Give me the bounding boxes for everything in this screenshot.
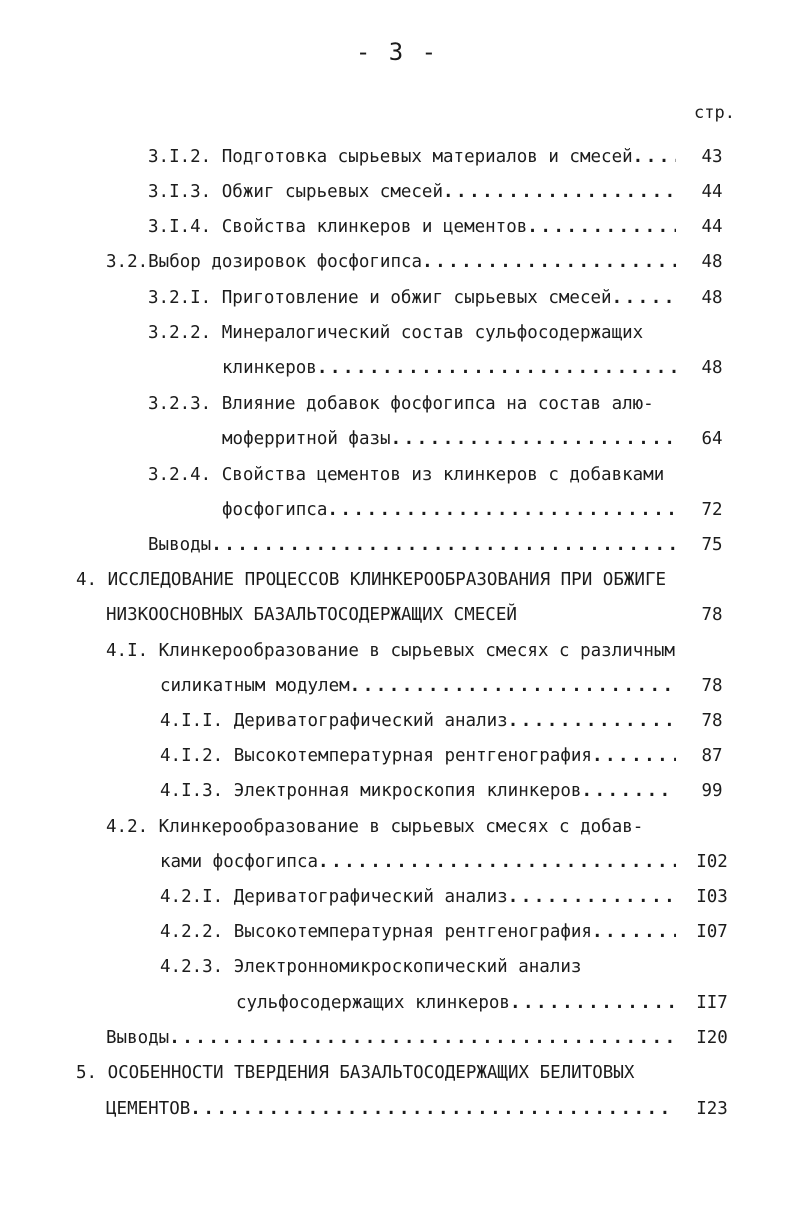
toc-entry: [160, 885, 676, 909]
dot-leader: [581, 779, 676, 803]
toc-entry-text: ЦЕМЕНТОВ: [106, 1099, 191, 1119]
toc-page-number: 48: [701, 358, 723, 378]
toc-entry: [148, 286, 676, 310]
toc-entry-text: 3.2.I. Приготовление и обжиг сырьевых смесей: [148, 288, 612, 308]
toc-entry: [222, 356, 676, 380]
dot-leader: [327, 498, 676, 522]
toc-page-number: 99: [701, 781, 723, 801]
toc-entry: [148, 392, 676, 416]
toc-entry-text: 3.I.2. Подготовка сырьевых материалов и смесей: [148, 147, 633, 167]
toc-entry: [160, 920, 676, 944]
toc-entry: [160, 955, 676, 979]
toc-entry: [148, 215, 676, 239]
toc-page-number: 44: [701, 182, 723, 202]
toc-entry: [106, 815, 676, 839]
toc-entry: [148, 533, 676, 557]
toc-page-number: 48: [701, 252, 723, 272]
toc-entry-text: Выводы: [148, 535, 212, 555]
toc-entry: [236, 991, 676, 1015]
toc-entry: [106, 1026, 676, 1050]
toc-entry-text: 3.2.2. Минералогический состав сульфосодержащих: [148, 323, 644, 343]
toc-page-number: I07: [696, 922, 728, 942]
toc-entry: [106, 1097, 676, 1121]
toc-entry: [148, 463, 676, 487]
dot-leader: [422, 250, 676, 274]
toc-entry-text: 3.2.Выбор дозировок фосфогипса: [106, 252, 423, 272]
toc-entry: [160, 674, 676, 698]
toc-page-number: 64: [701, 429, 723, 449]
page-column-label: стр.: [694, 103, 735, 123]
toc-entry-text: 3.I.3. Обжиг сырьевых смесей: [148, 182, 444, 202]
dot-leader: [592, 744, 676, 768]
toc-entry: [76, 1061, 676, 1085]
dot-leader: [317, 356, 676, 380]
dot-leader: [318, 850, 676, 874]
toc-entry: [148, 180, 676, 204]
toc-page-number: 78: [701, 676, 723, 696]
toc-entry-text: 4. ИССЛЕДОВАНИЕ ПРОЦЕССОВ КЛИНКЕРООБРАЗОВАНИЯ ПРИ ОБЖИГЕ: [76, 570, 667, 590]
toc-entry-text: 4.I.3. Электронная микроскопия клинкеров: [160, 781, 582, 801]
dot-leader: [510, 991, 676, 1015]
toc-entry-text: 4.I.I. Дериватографический анализ: [160, 711, 508, 731]
dot-leader: [391, 427, 676, 451]
toc-entry-text: 4.2.I. Дериватографический анализ: [160, 887, 508, 907]
page-number: - 3 -: [355, 38, 439, 66]
toc-page-number: 75: [701, 535, 723, 555]
toc-entry-text: 4.2. Клинкерообразование в сырьевых смесях с добав-: [106, 817, 644, 837]
toc-entry-text: 4.2.2. Высокотемпературная рентгенография: [160, 922, 592, 942]
toc-entry: [76, 568, 696, 592]
toc-entry-text: фосфогипса: [222, 500, 328, 520]
dot-leader: [592, 920, 676, 944]
toc-entry-text: 3.2.3. Влияние добавок фосфогипса на состав алю-: [148, 394, 654, 414]
toc-page-number: I03: [696, 887, 728, 907]
toc-entry-text: Выводы: [106, 1028, 170, 1048]
toc-entry: [160, 744, 676, 768]
toc-page-number: II7: [696, 993, 728, 1013]
toc-page-number: 78: [701, 711, 723, 731]
dot-leader: [527, 215, 676, 239]
toc-entry: [148, 321, 676, 345]
toc-page-number: I23: [696, 1099, 728, 1119]
toc-entry-text: 5. ОСОБЕННОСТИ ТВЕРДЕНИЯ БАЗАЛЬТОСОДЕРЖАЩИХ БЕЛИТОВЫХ: [76, 1063, 635, 1083]
dot-leader: [633, 145, 676, 169]
toc-page-number: 87: [701, 746, 723, 766]
toc-page-number: 48: [701, 288, 723, 308]
toc-entry-text: 4.2.3. Электронномикроскопический анализ: [160, 957, 582, 977]
toc-entry-text: моферритной фазы: [222, 429, 391, 449]
toc-entry-text: ками фосфогипса: [160, 852, 319, 872]
toc-entry-text: 4.I.2. Высокотемпературная рентгенография: [160, 746, 592, 766]
toc-entry-text: НИЗКООСНОВНЫХ БАЗАЛЬТОСОДЕРЖАЩИХ СМЕСЕЙ: [106, 605, 528, 625]
toc-entry: [106, 250, 676, 274]
toc-entry-text: 3.I.4. Свойства клинкеров и цементов: [148, 217, 528, 237]
toc-page-number: 44: [701, 217, 723, 237]
dot-leader: [443, 180, 676, 204]
toc-page-number: 78: [701, 605, 723, 625]
toc-entry: [106, 639, 694, 663]
toc-entry-text: силикатным модулем: [160, 676, 350, 696]
dot-leader: [211, 533, 676, 557]
toc-entry-text: 4.I. Клинкерообразование в сырьевых смесях с различным: [106, 641, 675, 661]
toc-entry: [160, 779, 676, 803]
toc-page-number: 72: [701, 500, 723, 520]
toc-entry: [148, 145, 676, 169]
dot-leader: [350, 674, 676, 698]
dot-leader: [169, 1026, 676, 1050]
toc-entry: [222, 498, 676, 522]
toc-entry: [160, 850, 676, 874]
toc-entry: [106, 603, 676, 627]
toc-entry: [160, 709, 676, 733]
toc-page-number: I20: [696, 1028, 728, 1048]
dot-leader: [508, 885, 676, 909]
dot-leader: [612, 286, 676, 310]
dot-leader: [508, 709, 676, 733]
dot-leader: [190, 1097, 676, 1121]
toc-entry: [222, 427, 676, 451]
toc-entry-text: сульфосодержащих клинкеров: [236, 993, 510, 1013]
toc-entry-text: клинкеров: [222, 358, 317, 378]
toc-page-number: 43: [701, 147, 723, 167]
toc-page-number: I02: [696, 852, 728, 872]
toc-entry-text: 3.2.4. Свойства цементов из клинкеров с добавками: [148, 465, 665, 485]
